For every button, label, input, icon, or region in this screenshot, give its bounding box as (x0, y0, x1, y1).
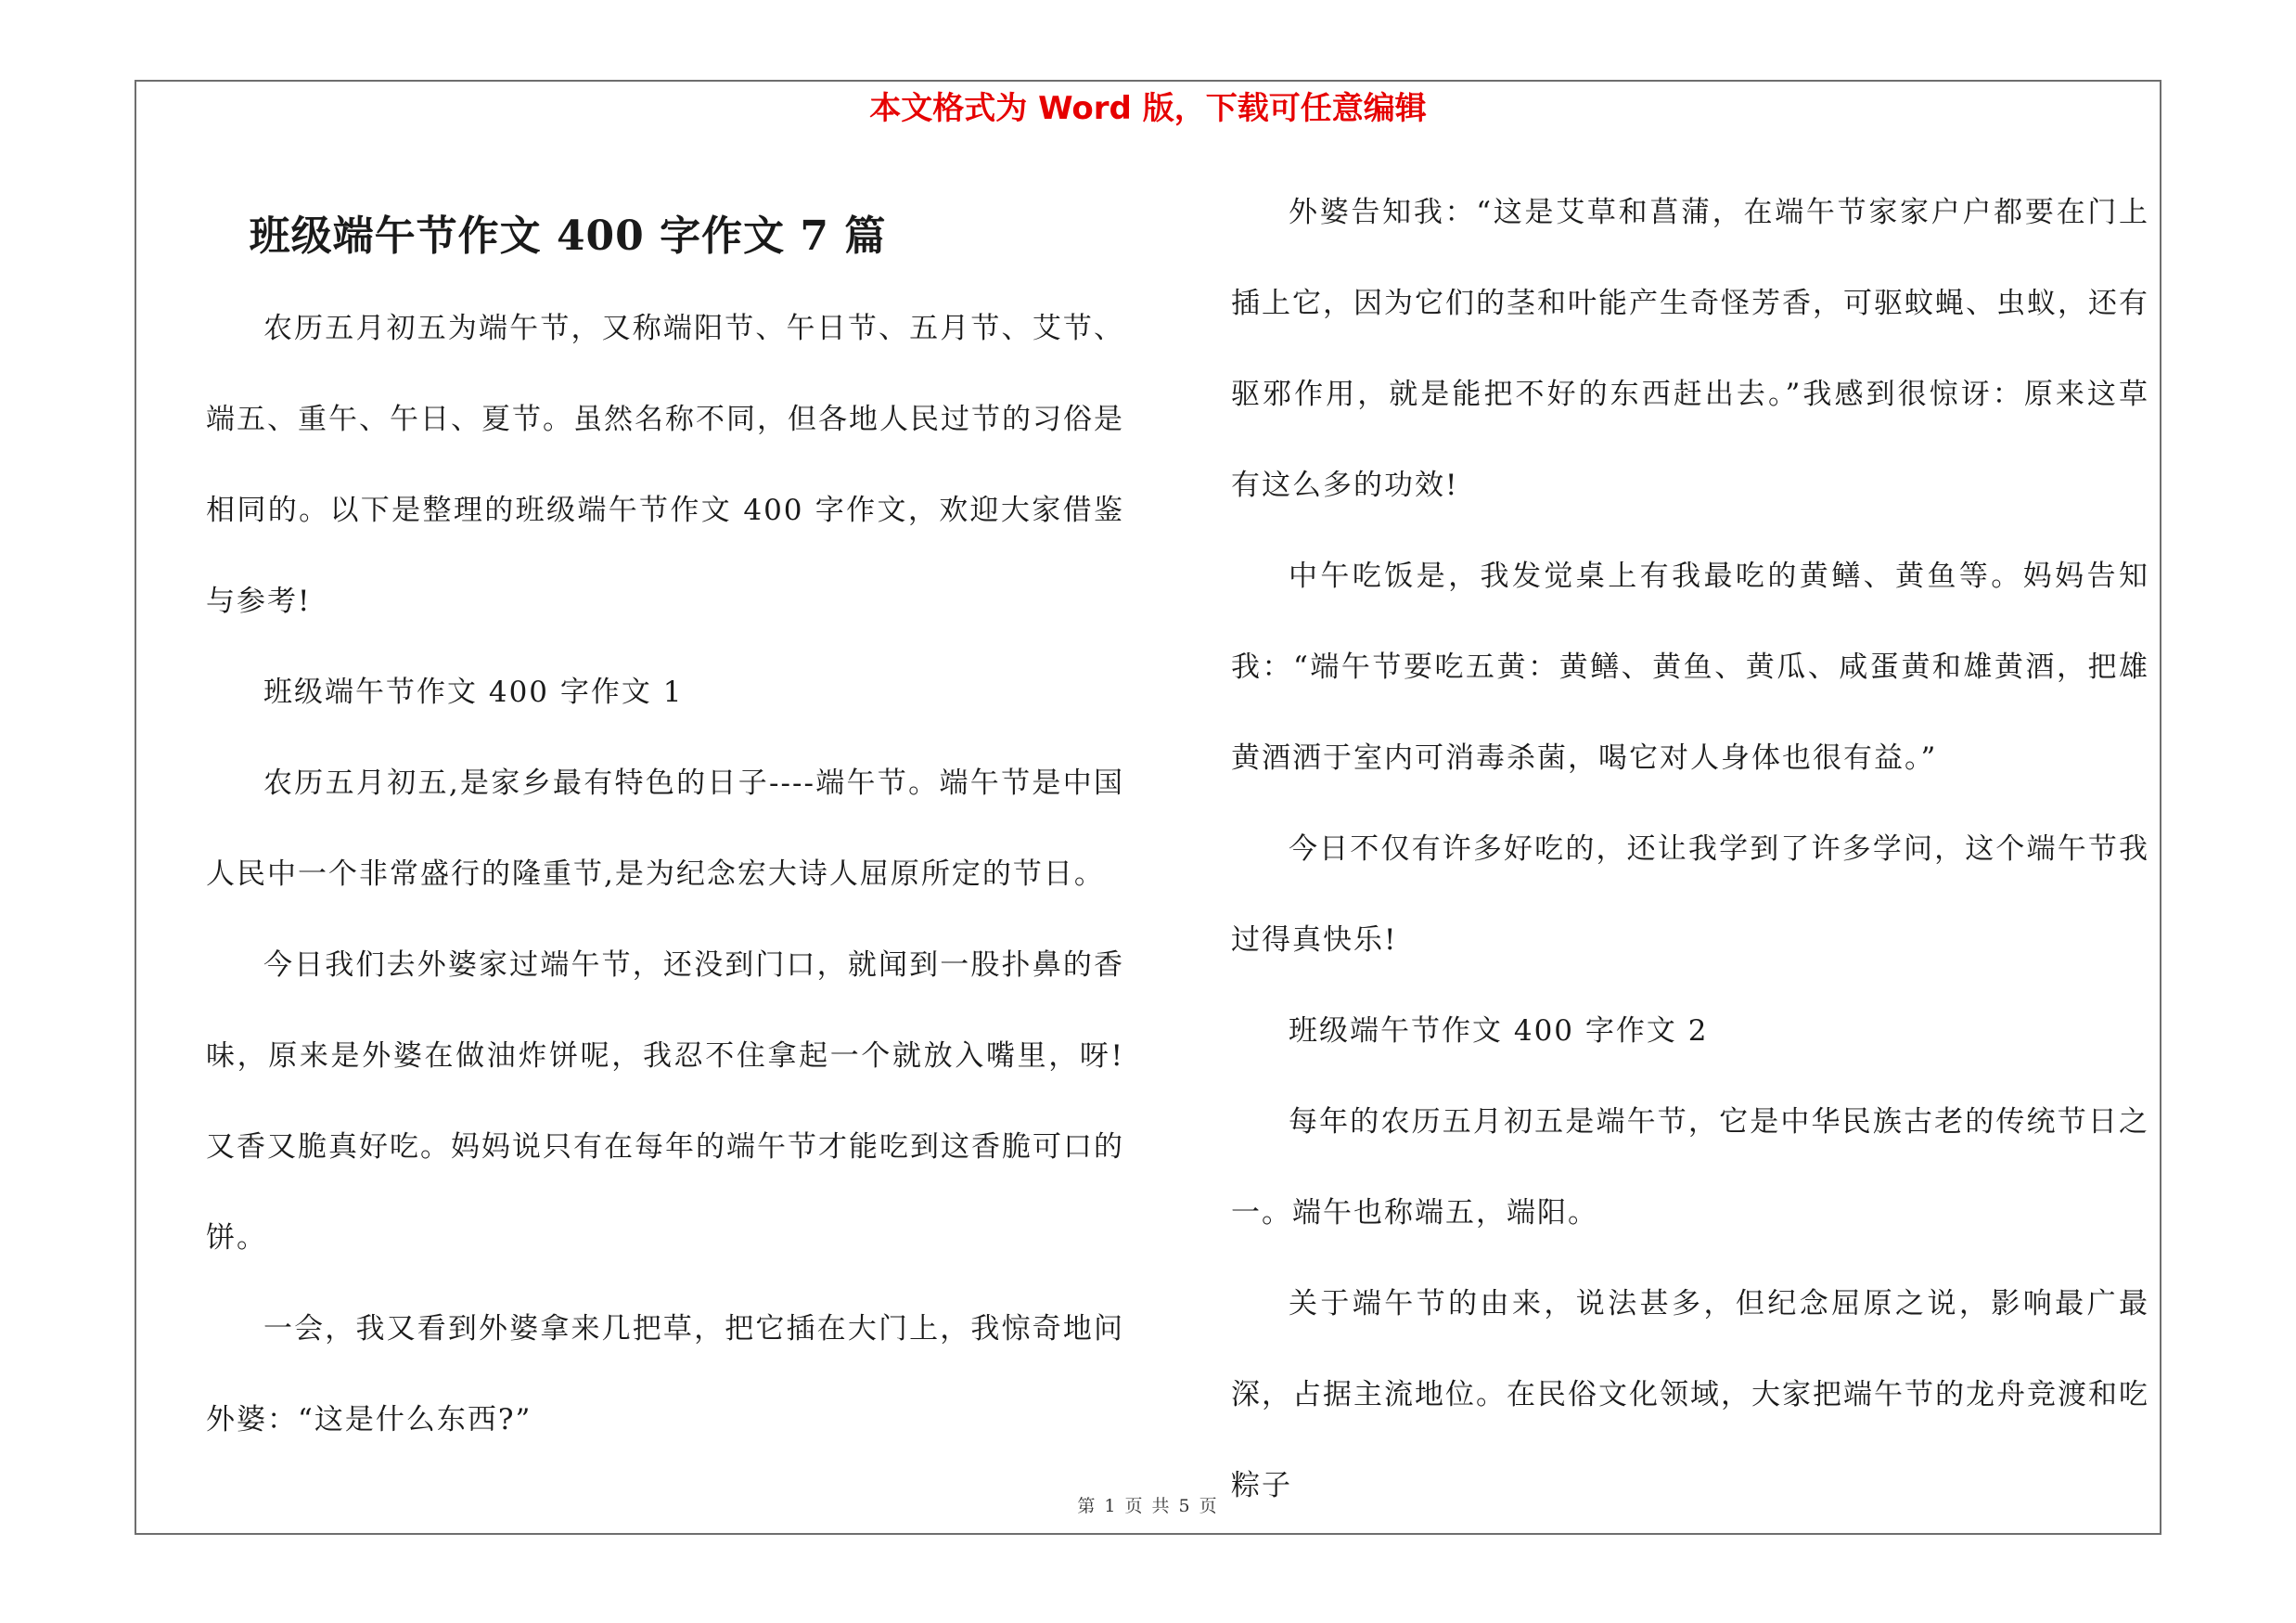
body-paragraph: 今日我们去外婆家过端午节，还没到门口，就闻到一股扑鼻的香味，原来是外婆在做油炸饼呢，我忍不住拿起一个就放入嘴里，呀!又香又脆真好吃。妈妈说只有在每年的端午节才能吃到这香脆可口的饼。 (206, 948, 1124, 1255)
section-heading-1: 班级端午节作文 400 字作文 1 (263, 676, 684, 709)
body-paragraph: 每年的农历五月初五是端午节，它是中华民族古老的传统节日之一。端午也称端五，端阳。 (1231, 1105, 2149, 1230)
left-column (206, 283, 1124, 1465)
intro-paragraph: 农历五月初五为端午节，又称端阳节、午日节、五月节、艾节、端五、重午、午日、夏节。虽然名称不同，但各地人民过节的习俗是相同的。以下是整理的班级端午节作文 400 字作文，欢迎大家借鉴与参考! (206, 312, 1124, 618)
format-banner: 本文格式为 Word 版，下载可任意编辑 (869, 90, 1427, 127)
section-heading-2: 班级端午节作文 400 字作文 2 (1289, 1014, 1709, 1048)
right-column (1231, 167, 2149, 1531)
body-paragraph: 农历五月初五,是家乡最有特色的日子----端午节。端午节是中国人民中一个非常盛行的隆重节,是为纪念宏大诗人屈原所定的节日。 (206, 766, 1124, 891)
page-footer: 第 1 页 共 5 页 (1077, 1496, 1219, 1516)
document-title: 班级端午节作文 400 字作文 7 篇 (249, 213, 887, 260)
body-paragraph: 关于端午节的由来，说法甚多，但纪念屈原之说，影响最广最深，占据主流地位。在民俗文化领域，大家把端午节的龙舟竞渡和吃粽子 (1231, 1287, 2149, 1502)
body-paragraph: 外婆告知我：“这是艾草和菖蒲，在端午节家家户户都要在门上插上它，因为它们的茎和叶能产生奇怪芳香，可驱蚊蝇、虫蚁，还有驱邪作用，就是能把不好的东西赶出去。”我感到很惊讶：原来这草有这么多的功效! (1231, 196, 2149, 502)
body-paragraph: 中午吃饭是，我发觉桌上有我最吃的黄鳝、黄鱼等。妈妈告知我：“端午节要吃五黄：黄鳝、黄鱼、黄瓜、咸蛋黄和雄黄酒，把雄黄酒洒于室内可消毒杀菌，喝它对人身体也很有益。” (1231, 560, 2149, 775)
body-paragraph: 一会，我又看到外婆拿来几把草，把它插在大门上，我惊奇地问外婆：“这是什么东西?” (206, 1312, 1124, 1436)
body-paragraph: 今日不仅有许多好吃的，还让我学到了许多学问，这个端午节我过得真快乐! (1231, 832, 2149, 957)
